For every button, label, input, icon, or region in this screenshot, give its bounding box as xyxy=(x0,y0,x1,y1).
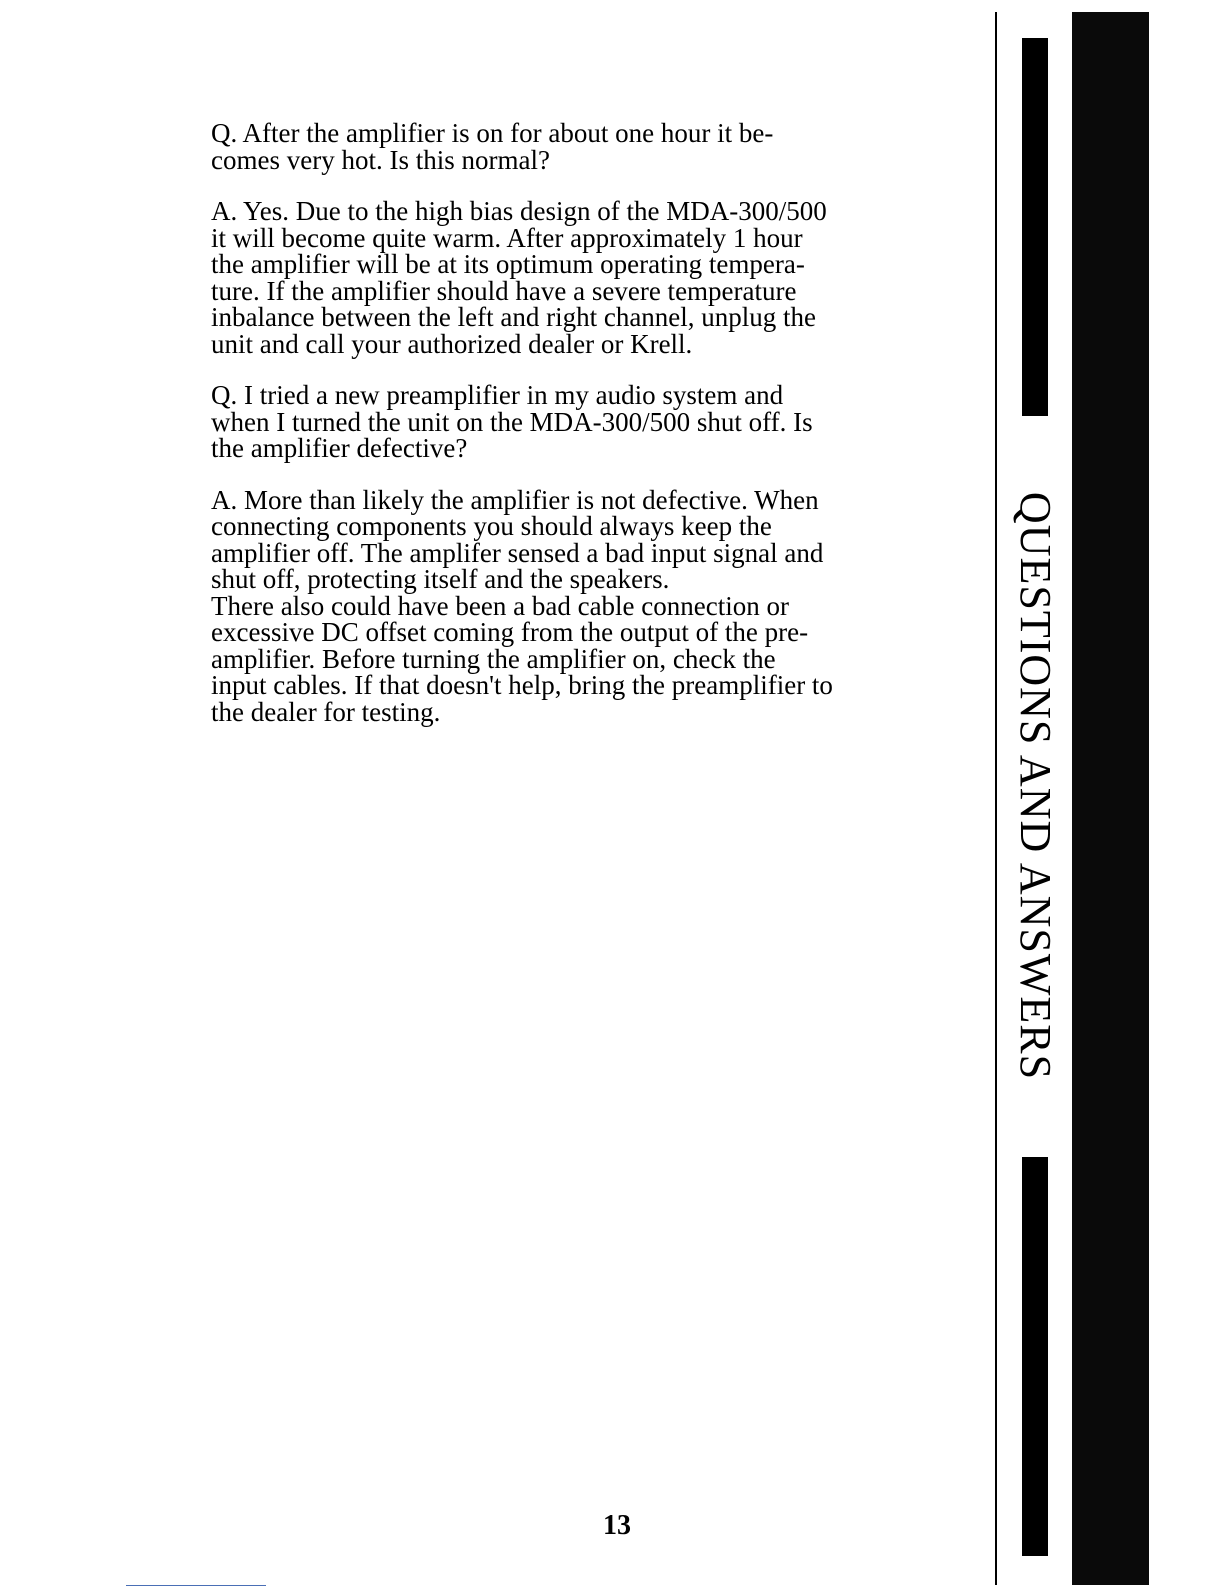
question-1 xyxy=(211,120,931,173)
side-bar-top xyxy=(1022,38,1048,416)
answer-2-text: A. More than likely the amplifier is not defective. When connecting components you should always keep the amplifier off. The amplifer sensed a bad input signal and shut off, protecting itself and the speakers. There also could have been a bad cable connection or excessive DC offset coming from the output of the pre- amplifier. Before turning the amplifier on, check the input cables. If that doesn't help, bring the preamplifier to the dealer for testing. xyxy=(211,484,833,727)
side-bar-bottom xyxy=(1022,1157,1048,1556)
edge-black-band xyxy=(1072,12,1149,1585)
question-2-text: Q. I tried a new preamplifier in my audio system and when I turned the unit on the MDA-300/500 shut off. Is the amplifier defective? xyxy=(211,380,813,463)
answer-2 xyxy=(211,484,931,727)
side-vertical-rule xyxy=(995,12,997,1585)
page-number: 13 xyxy=(603,1510,631,1541)
section-tab-title: QUESTIONS AND ANSWERS xyxy=(1011,491,1060,1081)
answer-1 xyxy=(211,198,931,357)
question-1-text: Q. After the amplifier is on for about one hour it be- comes very hot. Is this normal? xyxy=(211,118,774,175)
qa-content xyxy=(211,120,931,750)
answer-1-text: A. Yes. Due to the high bias design of the MDA-300/500 it will become quite warm. After approximately 1 hour the amplifier will be at its optimum operating tempera- ture. If the amplifier should have a severe temperature inbalance between the left and right channel, unplug the unit and call your authorized dealer or Krell. xyxy=(211,196,827,359)
question-2 xyxy=(211,382,931,462)
